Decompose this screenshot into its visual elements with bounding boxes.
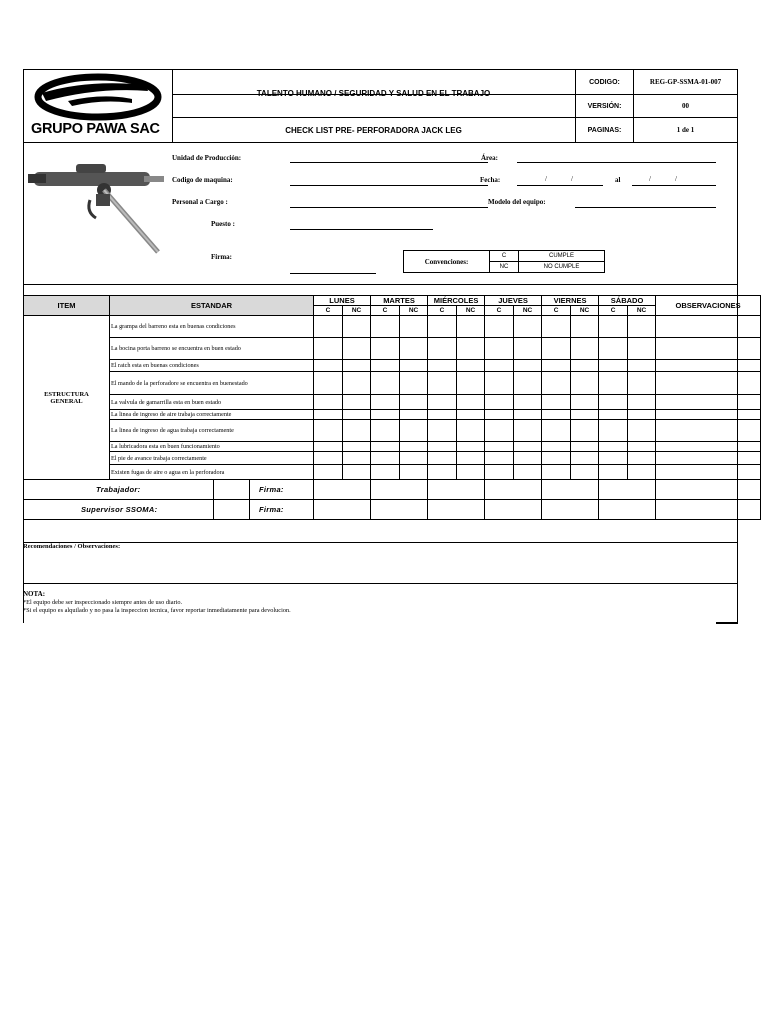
table-row bbox=[24, 372, 761, 395]
signature-cell[interactable] bbox=[371, 500, 428, 520]
check-cell-nc[interactable] bbox=[343, 338, 371, 360]
standard-text: La grampa del barreno esta en buenas condiciones bbox=[110, 316, 314, 338]
check-cell-nc[interactable] bbox=[343, 372, 371, 395]
signature-cell[interactable] bbox=[428, 480, 485, 500]
check-cell-c[interactable] bbox=[542, 452, 571, 465]
check-cell-nc[interactable] bbox=[457, 465, 485, 480]
check-cell-c[interactable] bbox=[314, 316, 343, 338]
company-name: GRUPO PAWA SAC bbox=[31, 121, 160, 137]
check-cell-nc[interactable] bbox=[400, 442, 428, 452]
day-header-martes: MARTES bbox=[371, 296, 428, 306]
date-separator: / bbox=[545, 175, 547, 183]
supervisor-row bbox=[24, 500, 314, 520]
check-cell-nc[interactable] bbox=[457, 360, 485, 372]
table-row bbox=[24, 420, 761, 442]
check-cell-c[interactable] bbox=[428, 360, 457, 372]
item-name-line: ESTRUCTURA bbox=[44, 390, 89, 398]
signature-cell[interactable] bbox=[542, 480, 599, 500]
check-cell-nc[interactable] bbox=[514, 442, 542, 452]
check-cell-nc[interactable] bbox=[571, 360, 599, 372]
standard-header: ESTANDAR bbox=[110, 296, 314, 316]
convention-c-text: CUMPLE bbox=[519, 251, 605, 262]
sub-header-c: C bbox=[542, 306, 571, 316]
check-cell-nc[interactable] bbox=[628, 465, 656, 480]
firma-field[interactable] bbox=[290, 273, 376, 274]
observation-cell[interactable] bbox=[656, 372, 761, 395]
day-header-miercoles: MIÉRCOLES bbox=[428, 296, 485, 306]
check-cell-c[interactable] bbox=[428, 395, 457, 410]
day-header-jueves: JUEVES bbox=[485, 296, 542, 306]
check-cell-c[interactable] bbox=[314, 372, 343, 395]
personal-field[interactable] bbox=[290, 207, 488, 208]
recomendaciones-label: Recomendaciones / Observaciones: bbox=[23, 543, 121, 550]
sub-header-c: C bbox=[371, 306, 400, 316]
check-cell-nc[interactable] bbox=[514, 465, 542, 480]
convention-c-code: C bbox=[490, 251, 519, 262]
check-cell-nc[interactable] bbox=[343, 410, 371, 420]
observation-cell[interactable] bbox=[656, 360, 761, 372]
table-row bbox=[24, 452, 761, 465]
check-cell-nc[interactable] bbox=[628, 372, 656, 395]
item-name-line: GENERAL bbox=[50, 397, 83, 405]
check-cell-nc[interactable] bbox=[457, 316, 485, 338]
table-row bbox=[24, 410, 761, 420]
day-header-viernes: VIERNES bbox=[542, 296, 599, 306]
check-cell-nc[interactable] bbox=[514, 452, 542, 465]
check-cell-nc[interactable] bbox=[400, 452, 428, 465]
recomendaciones-field[interactable] bbox=[24, 552, 736, 582]
standard-text: La lubricadora esta en buen funcionamiento bbox=[110, 442, 314, 452]
check-cell-c[interactable] bbox=[314, 360, 343, 372]
check-cell-c[interactable] bbox=[485, 316, 514, 338]
standard-text: La linea de ingreso de agua trabaja correctamente bbox=[110, 420, 314, 442]
signature-cell[interactable] bbox=[428, 500, 485, 520]
signature-cell[interactable] bbox=[314, 480, 371, 500]
signature-cell[interactable] bbox=[485, 500, 542, 520]
check-cell-nc[interactable] bbox=[457, 410, 485, 420]
check-cell-nc[interactable] bbox=[571, 338, 599, 360]
check-cell-c[interactable] bbox=[428, 338, 457, 360]
check-cell-nc[interactable] bbox=[628, 338, 656, 360]
check-cell-c[interactable] bbox=[485, 452, 514, 465]
check-cell-c[interactable] bbox=[371, 410, 400, 420]
check-cell-nc[interactable] bbox=[514, 338, 542, 360]
check-cell-c[interactable] bbox=[599, 395, 628, 410]
al-label: al bbox=[615, 176, 621, 184]
observation-cell[interactable] bbox=[656, 420, 761, 442]
check-cell-nc[interactable] bbox=[628, 395, 656, 410]
company-logo bbox=[28, 73, 168, 137]
modelo-label: Modelo del equipo: bbox=[488, 198, 546, 206]
nota-label: NOTA: bbox=[23, 590, 46, 598]
check-cell-c[interactable] bbox=[485, 395, 514, 410]
nota-line-1: *El equipo debe ser inspeccionado siempre antes de uso diario. bbox=[23, 599, 183, 606]
sub-header-nc: NC bbox=[457, 306, 485, 316]
check-cell-c[interactable] bbox=[428, 316, 457, 338]
supervisor-firma-label: Firma: bbox=[259, 505, 284, 514]
observation-cell[interactable] bbox=[656, 395, 761, 410]
check-cell-c[interactable] bbox=[428, 465, 457, 480]
unidad-field[interactable] bbox=[290, 162, 488, 163]
check-cell-c[interactable] bbox=[485, 410, 514, 420]
observation-cell[interactable] bbox=[656, 316, 761, 338]
check-cell-nc[interactable] bbox=[343, 452, 371, 465]
date-separator: / bbox=[675, 175, 677, 183]
area-label: Área: bbox=[481, 154, 498, 162]
signature-cell[interactable] bbox=[656, 500, 761, 520]
check-cell-nc[interactable] bbox=[628, 442, 656, 452]
item-name-cell bbox=[24, 316, 110, 480]
signature-cell[interactable] bbox=[314, 500, 371, 520]
item-header: ITEM bbox=[24, 296, 110, 316]
logo-emblem-icon bbox=[28, 73, 168, 123]
check-cell-c[interactable] bbox=[485, 372, 514, 395]
check-cell-nc[interactable] bbox=[457, 420, 485, 442]
check-cell-nc[interactable] bbox=[628, 410, 656, 420]
check-cell-nc[interactable] bbox=[628, 360, 656, 372]
check-cell-c[interactable] bbox=[599, 452, 628, 465]
observation-cell[interactable] bbox=[656, 338, 761, 360]
table-row bbox=[24, 360, 761, 372]
convention-nc-code: NC bbox=[490, 262, 519, 273]
convention-nc-text: NO CUMPLE bbox=[519, 262, 605, 273]
check-cell-nc[interactable] bbox=[457, 452, 485, 465]
signature-cell[interactable] bbox=[599, 480, 656, 500]
observation-cell[interactable] bbox=[656, 410, 761, 420]
observation-cell[interactable] bbox=[656, 442, 761, 452]
sub-header-c: C bbox=[599, 306, 628, 316]
table-row bbox=[24, 338, 761, 360]
check-cell-nc[interactable] bbox=[400, 372, 428, 395]
standard-text: El ratch esta en buenas condiciones bbox=[110, 360, 314, 372]
version-value: 00 bbox=[682, 102, 689, 110]
table-row bbox=[24, 395, 761, 410]
check-cell-c[interactable] bbox=[314, 420, 343, 442]
check-cell-nc[interactable] bbox=[628, 316, 656, 338]
check-cell-nc[interactable] bbox=[571, 316, 599, 338]
check-cell-nc[interactable] bbox=[514, 360, 542, 372]
table-row bbox=[24, 442, 761, 452]
check-cell-c[interactable] bbox=[599, 338, 628, 360]
signature-cell[interactable] bbox=[656, 480, 761, 500]
standard-text: La bocina porta barreno se encuentra en buen estado bbox=[110, 338, 314, 360]
signature-cell[interactable] bbox=[485, 480, 542, 500]
check-cell-c[interactable] bbox=[542, 410, 571, 420]
check-cell-c[interactable] bbox=[542, 442, 571, 452]
check-cell-nc[interactable] bbox=[343, 316, 371, 338]
fecha-end-field[interactable] bbox=[632, 185, 716, 186]
check-cell-c[interactable] bbox=[371, 372, 400, 395]
sub-header-c: C bbox=[428, 306, 457, 316]
check-cell-nc[interactable] bbox=[343, 420, 371, 442]
check-cell-nc[interactable] bbox=[571, 442, 599, 452]
check-cell-c[interactable] bbox=[371, 316, 400, 338]
check-cell-nc[interactable] bbox=[400, 410, 428, 420]
jack-leg-drill-icon bbox=[26, 160, 166, 256]
check-cell-c[interactable] bbox=[428, 420, 457, 442]
standard-text: El mando de la perforadore se encuentra en buenestado bbox=[110, 372, 314, 395]
check-cell-nc[interactable] bbox=[400, 360, 428, 372]
paginas-value: 1 de 1 bbox=[676, 126, 695, 134]
check-cell-nc[interactable] bbox=[571, 465, 599, 480]
check-cell-nc[interactable] bbox=[400, 395, 428, 410]
check-cell-c[interactable] bbox=[314, 410, 343, 420]
standard-text: El pie de avance trabaja correctamente bbox=[110, 452, 314, 465]
nota-line-2: *Si el equipo es alquilado y no pasa la inspeccion tecnica, favor reportar inmediatamente para devolucion. bbox=[23, 607, 291, 614]
signature-cell[interactable] bbox=[371, 480, 428, 500]
sub-header-nc: NC bbox=[628, 306, 656, 316]
trabajador-label: Trabajador: bbox=[96, 485, 141, 494]
check-cell-nc[interactable] bbox=[514, 316, 542, 338]
check-cell-c[interactable] bbox=[542, 372, 571, 395]
check-cell-nc[interactable] bbox=[628, 452, 656, 465]
standard-text: La valvula de gamarrilla esta en buen estado bbox=[110, 395, 314, 410]
check-cell-nc[interactable] bbox=[400, 338, 428, 360]
check-cell-c[interactable] bbox=[542, 316, 571, 338]
check-cell-nc[interactable] bbox=[571, 395, 599, 410]
table-row bbox=[24, 465, 761, 480]
check-cell-c[interactable] bbox=[599, 372, 628, 395]
personal-label: Personal a Cargo : bbox=[172, 198, 228, 206]
check-cell-c[interactable] bbox=[599, 410, 628, 420]
date-separator: / bbox=[649, 175, 651, 183]
codigo-label: CODIGO: bbox=[589, 78, 620, 86]
unidad-label: Unidad de Producción: bbox=[172, 154, 242, 162]
check-cell-c[interactable] bbox=[371, 360, 400, 372]
check-cell-c[interactable] bbox=[428, 372, 457, 395]
check-cell-nc[interactable] bbox=[343, 360, 371, 372]
modelo-field[interactable] bbox=[575, 207, 716, 208]
puesto-label: Puesto : bbox=[211, 220, 235, 228]
conventions-label: Convenciones: bbox=[404, 251, 490, 273]
check-cell-nc[interactable] bbox=[400, 465, 428, 480]
check-cell-c[interactable] bbox=[542, 395, 571, 410]
check-cell-nc[interactable] bbox=[514, 395, 542, 410]
check-cell-c[interactable] bbox=[314, 442, 343, 452]
area-field[interactable] bbox=[517, 162, 716, 163]
codigo-value: REG-GP-SSMA-01-007 bbox=[649, 78, 722, 86]
check-cell-c[interactable] bbox=[485, 420, 514, 442]
fecha-start-field[interactable] bbox=[517, 185, 603, 186]
standard-text: Existen fugas de aire o agua en la perforadora bbox=[110, 465, 314, 480]
sub-header-nc: NC bbox=[343, 306, 371, 316]
conventions-table bbox=[403, 250, 605, 273]
check-cell-nc[interactable] bbox=[343, 442, 371, 452]
check-cell-c[interactable] bbox=[485, 465, 514, 480]
check-cell-nc[interactable] bbox=[457, 338, 485, 360]
check-cell-c[interactable] bbox=[485, 360, 514, 372]
check-cell-c[interactable] bbox=[542, 465, 571, 480]
check-cell-nc[interactable] bbox=[457, 395, 485, 410]
check-cell-c[interactable] bbox=[314, 452, 343, 465]
check-cell-c[interactable] bbox=[599, 360, 628, 372]
check-cell-c[interactable] bbox=[599, 465, 628, 480]
paginas-label: PAGINAS: bbox=[587, 126, 622, 134]
sub-header-c: C bbox=[314, 306, 343, 316]
check-cell-nc[interactable] bbox=[343, 465, 371, 480]
check-cell-c[interactable] bbox=[485, 338, 514, 360]
puesto-field[interactable] bbox=[290, 229, 433, 230]
check-cell-nc[interactable] bbox=[628, 420, 656, 442]
check-cell-c[interactable] bbox=[371, 420, 400, 442]
check-cell-c[interactable] bbox=[428, 410, 457, 420]
sub-header-nc: NC bbox=[514, 306, 542, 316]
check-cell-nc[interactable] bbox=[514, 372, 542, 395]
codigo-maquina-field[interactable] bbox=[290, 185, 488, 186]
check-cell-nc[interactable] bbox=[571, 372, 599, 395]
check-cell-c[interactable] bbox=[542, 338, 571, 360]
firma-label: Firma: bbox=[211, 253, 232, 261]
observation-cell[interactable] bbox=[656, 452, 761, 465]
check-cell-nc[interactable] bbox=[514, 420, 542, 442]
table-row bbox=[24, 316, 761, 338]
department-title: TALENTO HUMANO / SEGURIDAD Y SALUD EN EL TRABAJO bbox=[256, 89, 491, 98]
check-cell-c[interactable] bbox=[371, 338, 400, 360]
check-cell-nc[interactable] bbox=[457, 372, 485, 395]
check-cell-c[interactable] bbox=[314, 465, 343, 480]
date-separator: / bbox=[571, 175, 573, 183]
fecha-label: Fecha: bbox=[480, 176, 501, 184]
checklist-table bbox=[23, 295, 761, 520]
sub-header-nc: NC bbox=[400, 306, 428, 316]
check-cell-nc[interactable] bbox=[400, 420, 428, 442]
check-cell-c[interactable] bbox=[371, 395, 400, 410]
check-cell-c[interactable] bbox=[428, 452, 457, 465]
observation-cell[interactable] bbox=[656, 465, 761, 480]
observations-header: OBSERVACIONES bbox=[656, 296, 761, 316]
check-cell-nc[interactable] bbox=[571, 420, 599, 442]
check-cell-nc[interactable] bbox=[514, 410, 542, 420]
trabajador-firma-label: Firma: bbox=[259, 485, 284, 494]
trabajador-row bbox=[24, 480, 314, 500]
check-cell-c[interactable] bbox=[542, 420, 571, 442]
sub-header-c: C bbox=[485, 306, 514, 316]
sub-header-nc: NC bbox=[571, 306, 599, 316]
check-cell-nc[interactable] bbox=[457, 442, 485, 452]
check-cell-c[interactable] bbox=[428, 442, 457, 452]
codigo-maquina-label: Codigo de maquina: bbox=[172, 176, 233, 184]
check-cell-c[interactable] bbox=[314, 395, 343, 410]
check-cell-c[interactable] bbox=[542, 360, 571, 372]
check-cell-nc[interactable] bbox=[571, 452, 599, 465]
check-cell-c[interactable] bbox=[371, 452, 400, 465]
signature-cell[interactable] bbox=[542, 500, 599, 520]
document-title: CHECK LIST PRE- PERFORADORA JACK LEG bbox=[285, 125, 462, 135]
check-cell-nc[interactable] bbox=[400, 316, 428, 338]
check-cell-c[interactable] bbox=[371, 442, 400, 452]
check-cell-c[interactable] bbox=[599, 316, 628, 338]
check-cell-c[interactable] bbox=[599, 442, 628, 452]
check-cell-nc[interactable] bbox=[343, 395, 371, 410]
supervisor-label: Supervisor SSOMA: bbox=[81, 505, 158, 514]
check-cell-c[interactable] bbox=[599, 420, 628, 442]
version-label: VERSIÓN: bbox=[587, 102, 622, 110]
signature-cell[interactable] bbox=[599, 500, 656, 520]
check-cell-c[interactable] bbox=[314, 338, 343, 360]
standard-text: La linea de ingreso de aire trabaja correctamente bbox=[110, 410, 314, 420]
day-header-lunes: LUNES bbox=[314, 296, 371, 306]
check-cell-c[interactable] bbox=[485, 442, 514, 452]
day-header-sabado: SÁBADO bbox=[599, 296, 656, 306]
check-cell-c[interactable] bbox=[371, 465, 400, 480]
check-cell-nc[interactable] bbox=[571, 410, 599, 420]
